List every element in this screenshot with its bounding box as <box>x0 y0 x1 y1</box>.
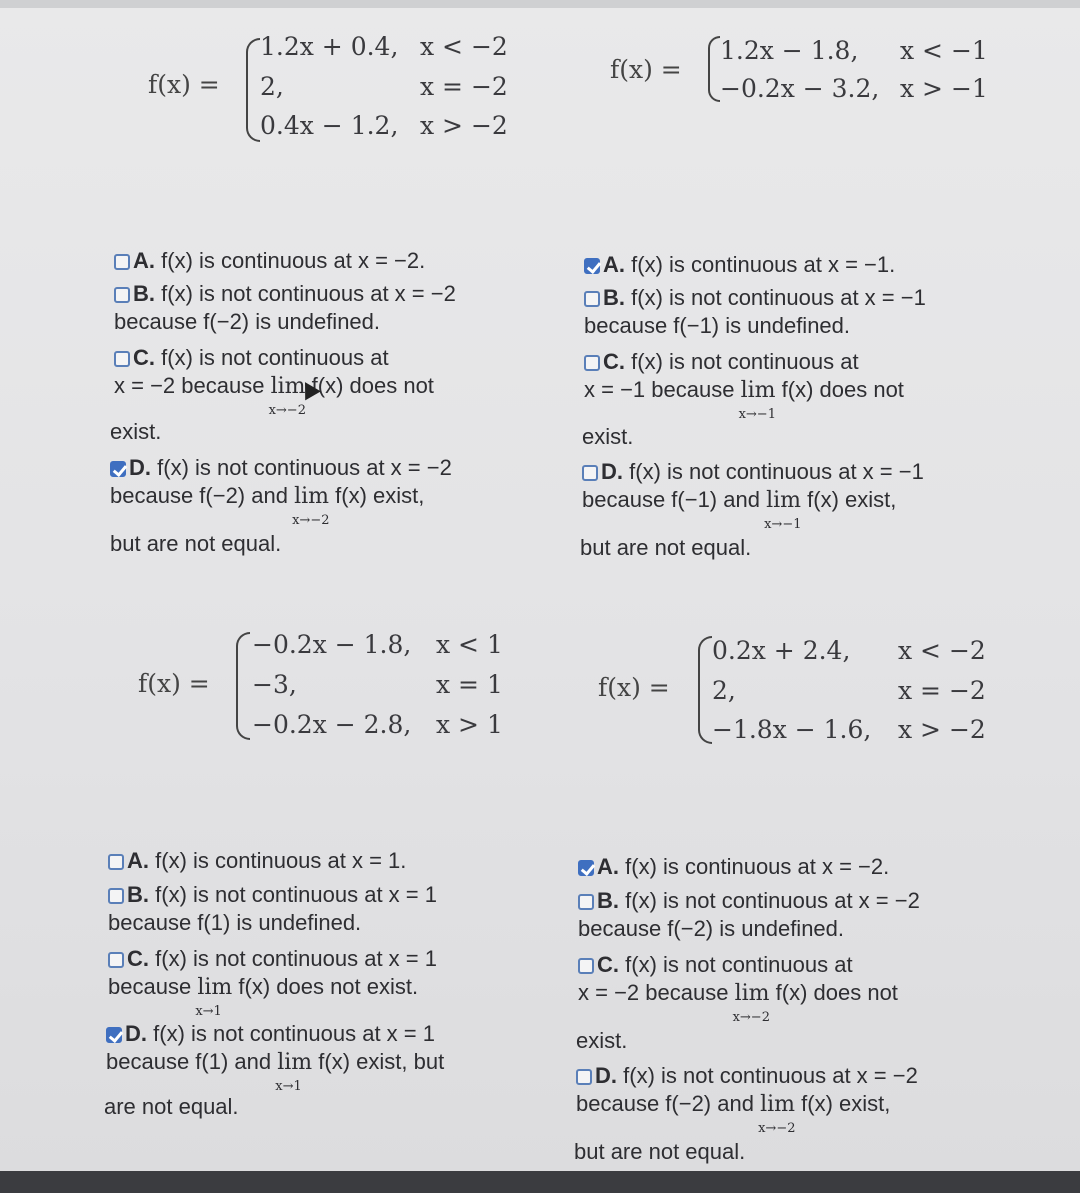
limit-symbol: lim x→−2 <box>292 484 330 528</box>
piecewise-brace <box>246 38 260 142</box>
option-label: A. <box>127 848 149 873</box>
option-text: f(x) is not continuous at <box>625 952 853 977</box>
option-text: f(x) is not continuous at x = −2 <box>157 455 452 480</box>
option-c[interactable] <box>578 951 898 1025</box>
case-cond: x > −2 <box>898 715 986 744</box>
option-text: f(x) does not <box>781 377 904 402</box>
checkbox-checked[interactable] <box>106 1027 122 1043</box>
option-b[interactable] <box>584 284 926 340</box>
option-text: but are not equal. <box>110 531 282 556</box>
option-text: but are not equal. <box>574 1139 746 1164</box>
option-label: B. <box>127 882 149 907</box>
option-text: f(x) is not continuous at x = 1 <box>155 946 437 971</box>
option-text: f(x) exist, but <box>318 1049 445 1074</box>
piecewise-brace <box>698 636 712 744</box>
option-text: f(x) is not continuous at <box>631 349 859 374</box>
option-text: because f(−1) is undefined. <box>584 313 851 338</box>
option-text: f(x) exist, <box>335 483 425 508</box>
option-text: because f(−2) and <box>110 483 288 508</box>
case-cond: x = 1 <box>436 670 503 699</box>
option-label: B. <box>603 285 625 310</box>
option-d[interactable] <box>106 1020 445 1094</box>
case-cond: x < −2 <box>898 636 986 665</box>
option-text: f(x) is continuous at x = −2. <box>625 854 890 879</box>
option-label: B. <box>133 281 155 306</box>
limit-symbol: lim x→1 <box>275 1050 313 1094</box>
option-text: f(x) does not exist. <box>238 974 419 999</box>
case-expr: −3, <box>252 670 297 699</box>
option-a[interactable] <box>114 247 425 275</box>
option-label: C. <box>133 345 155 370</box>
function-label: f(x) = <box>138 669 210 698</box>
checkbox-checked[interactable] <box>110 461 126 477</box>
option-text: because f(1) is undefined. <box>108 910 362 935</box>
option-text: but are not equal. <box>580 535 752 560</box>
limit-symbol: lim x→−2 <box>732 981 770 1025</box>
option-text: because f(−1) and <box>582 487 760 512</box>
case-expr: −0.2x − 1.8, <box>252 630 412 659</box>
option-text: f(x) is continuous at x = −1. <box>631 252 896 277</box>
option-text: f(x) is not continuous at <box>161 345 389 370</box>
option-text: f(x) is continuous at x = 1. <box>155 848 407 873</box>
option-label: A. <box>603 252 625 277</box>
option-text: because f(−2) and <box>576 1091 754 1116</box>
option-text: f(x) does not <box>775 980 898 1005</box>
option-text: f(x) is not continuous at x = 1 <box>153 1021 435 1046</box>
option-label: D. <box>129 455 151 480</box>
option-text: f(x) is not continuous at x = 1 <box>155 882 437 907</box>
option-text: f(x) is not continuous at x = −2 <box>161 281 456 306</box>
option-b[interactable] <box>108 881 437 937</box>
checkbox[interactable] <box>578 894 594 910</box>
function-label: f(x) = <box>598 673 670 702</box>
case-expr: 1.2x + 0.4, <box>260 32 399 61</box>
option-text: f(x) is not continuous at x = −1 <box>631 285 926 310</box>
checkbox[interactable] <box>108 888 124 904</box>
checkbox[interactable] <box>114 254 130 270</box>
option-text: because f(−2) is undefined. <box>114 309 381 334</box>
option-label: C. <box>127 946 149 971</box>
case-cond: x > −2 <box>420 111 508 140</box>
function-label: f(x) = <box>610 55 682 84</box>
limit-symbol: lim x→−1 <box>738 378 776 422</box>
option-text: f(x) exist, <box>807 487 897 512</box>
option-label: A. <box>597 854 619 879</box>
case-expr: −1.8x − 1.6, <box>712 715 872 744</box>
case-expr: −0.2x − 2.8, <box>252 710 412 739</box>
option-label: B. <box>597 888 619 913</box>
case-expr: 2, <box>260 72 284 101</box>
option-label: D. <box>601 459 623 484</box>
option-text: x = −2 because <box>114 373 265 398</box>
top-edge <box>0 0 1080 8</box>
option-label: C. <box>597 952 619 977</box>
option-d[interactable] <box>582 458 924 532</box>
option-b[interactable] <box>578 887 920 943</box>
checkbox[interactable] <box>584 291 600 307</box>
option-text: f(x) is not continuous at x = −2 <box>623 1063 918 1088</box>
option-text: x = −2 because <box>578 980 729 1005</box>
piecewise-brace <box>236 632 250 740</box>
case-expr: −0.2x − 3.2, <box>720 74 880 103</box>
limit-symbol: lim x→1 <box>195 975 233 1019</box>
option-text: f(x) is continuous at x = −2. <box>161 248 426 273</box>
option-d[interactable] <box>110 454 452 528</box>
checkbox[interactable] <box>108 952 124 968</box>
limit-symbol: lim x→−1 <box>764 488 802 532</box>
option-c[interactable] <box>114 344 434 418</box>
option-a[interactable] <box>584 251 895 279</box>
option-text: f(x) exist, <box>801 1091 891 1116</box>
case-expr: 0.2x + 2.4, <box>712 636 851 665</box>
case-cond: x = −2 <box>420 72 508 101</box>
case-cond: x = −2 <box>898 676 986 705</box>
bottom-edge <box>0 1171 1080 1193</box>
checkbox[interactable] <box>576 1069 592 1085</box>
option-label: D. <box>595 1063 617 1088</box>
checkbox-checked[interactable] <box>584 258 600 274</box>
option-label: C. <box>603 349 625 374</box>
option-text: f(x) is not continuous at x = −1 <box>629 459 924 484</box>
limit-symbol: lim x→−2 <box>758 1092 796 1136</box>
option-text: because <box>108 974 192 999</box>
case-expr: 2, <box>712 676 736 705</box>
option-text: because f(−2) is undefined. <box>578 916 845 941</box>
option-text: x = −1 because <box>584 377 735 402</box>
option-a[interactable] <box>578 853 889 881</box>
piecewise-brace <box>708 36 720 102</box>
case-expr: 1.2x − 1.8, <box>720 36 859 65</box>
checkbox[interactable] <box>584 355 600 371</box>
checkbox[interactable] <box>114 287 130 303</box>
case-cond: x < −1 <box>900 36 988 65</box>
option-c[interactable] <box>584 348 904 422</box>
case-cond: x > −1 <box>900 74 988 103</box>
option-text: exist. <box>582 424 634 449</box>
option-b[interactable] <box>114 280 456 336</box>
option-text: f(x) is not continuous at x = −2 <box>625 888 920 913</box>
option-text: are not equal. <box>104 1094 239 1119</box>
case-cond: x < 1 <box>436 630 503 659</box>
option-text: exist. <box>576 1028 628 1053</box>
checkbox[interactable] <box>578 958 594 974</box>
checkbox[interactable] <box>582 465 598 481</box>
case-expr: 0.4x − 1.2, <box>260 111 399 140</box>
option-a[interactable] <box>108 847 406 875</box>
case-cond: x > 1 <box>436 710 503 739</box>
option-c[interactable] <box>108 945 437 1019</box>
checkbox[interactable] <box>108 854 124 870</box>
checkbox[interactable] <box>114 351 130 367</box>
option-text: because f(1) and <box>106 1049 272 1074</box>
case-cond: x < −2 <box>420 32 508 61</box>
function-label: f(x) = <box>148 70 220 99</box>
option-label: D. <box>125 1021 147 1046</box>
option-d[interactable] <box>576 1062 918 1136</box>
option-text: exist. <box>110 419 162 444</box>
option-text: f(x) does not <box>311 373 434 398</box>
checkbox-checked[interactable] <box>578 860 594 876</box>
limit-symbol: lim x→−2 <box>268 374 306 418</box>
option-label: A. <box>133 248 155 273</box>
